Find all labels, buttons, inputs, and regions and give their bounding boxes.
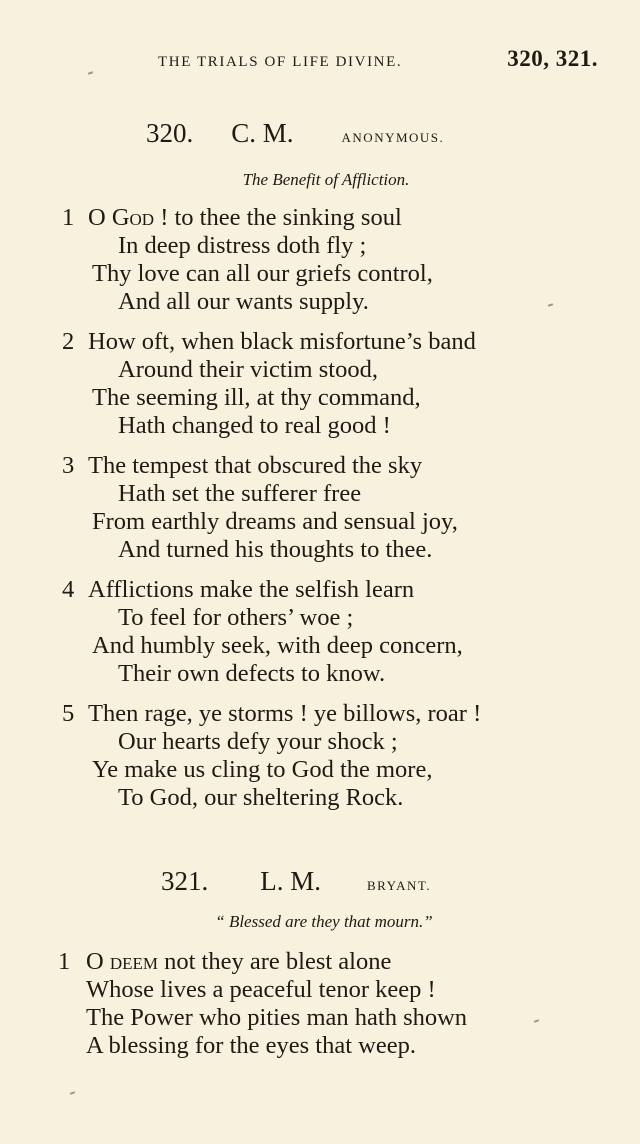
hymn-meter: C. M.: [231, 118, 294, 148]
verse-number: 2: [62, 328, 75, 355]
small-caps-word: God: [111, 204, 155, 231]
verse-line: O God ! to thee the sinking soul: [88, 204, 402, 231]
paper-speck: [548, 303, 553, 307]
verse-number: 3: [62, 452, 75, 479]
verse-line: From earthly dreams and sensual joy,: [92, 508, 458, 535]
verse-line: The Power who pities man hath shown: [86, 1004, 468, 1031]
verse-line: Whose lives a peaceful tenor keep !: [86, 976, 436, 1003]
small-caps-word: deem: [109, 948, 158, 975]
paper-speck: [534, 1019, 539, 1023]
verse-number: 1: [58, 948, 71, 975]
paper-speck: [88, 71, 93, 75]
hymn-320-heading: [146, 118, 444, 149]
verse-line: The seeming ill, at thy command,: [92, 384, 421, 411]
verse-line: Hath set the sufferer free: [118, 480, 362, 507]
verse-line: Ye make us cling to God the more,: [92, 756, 433, 783]
page-numbers: 320, 321.: [507, 46, 598, 71]
verse-line: How oft, when black misfortune’s band: [88, 328, 476, 355]
verse-line: To God, our sheltering Rock.: [118, 784, 404, 811]
hymn-number: 321.: [161, 866, 209, 896]
verse-line: Then rage, ye storms ! ye billows, roar !: [88, 700, 482, 727]
verse-line: And turned his thoughts to thee.: [118, 536, 433, 563]
verse-line: The tempest that obscured the sky: [88, 452, 423, 479]
verse-line: Our hearts defy your shock ;: [118, 728, 398, 755]
verse-line: Hath changed to real good !: [118, 412, 391, 439]
verse-line: Their own defects to know.: [118, 660, 386, 687]
verse-number: 1: [62, 204, 75, 231]
verse-line: O deem not they are blest alone: [86, 948, 392, 975]
running-head: [158, 46, 598, 72]
verse-number: 5: [62, 700, 75, 727]
verse-line: Around their victim stood,: [118, 356, 378, 383]
verse-line: And all our wants supply.: [118, 288, 369, 315]
verse-line: Thy love can all our griefs control,: [92, 260, 433, 287]
verse-line: In deep distress doth fly ;: [118, 232, 367, 259]
hymn-subtitle: “ Blessed are they that mourn.”: [215, 912, 433, 931]
hymn-author: ANONYMOUS.: [341, 130, 445, 145]
hymn-number: 320.: [146, 118, 194, 148]
verse-line: Afflictions make the selfish learn: [88, 576, 415, 603]
hymn-subtitle: The Benefit of Affliction.: [242, 170, 410, 189]
hymn-321-heading: [161, 866, 431, 897]
hymn-meter: L. M.: [260, 866, 321, 896]
verse-line: And humbly seek, with deep concern,: [92, 632, 463, 659]
running-head-title: THE TRIALS OF LIFE DIVINE.: [158, 54, 403, 70]
verse-line: A blessing for the eyes that weep.: [86, 1032, 416, 1059]
verse-line: To feel for others’ woe ;: [118, 604, 354, 631]
hymn-author: BRYANT.: [367, 878, 432, 893]
verse-number: 4: [62, 576, 75, 603]
paper-speck: [70, 1091, 75, 1095]
